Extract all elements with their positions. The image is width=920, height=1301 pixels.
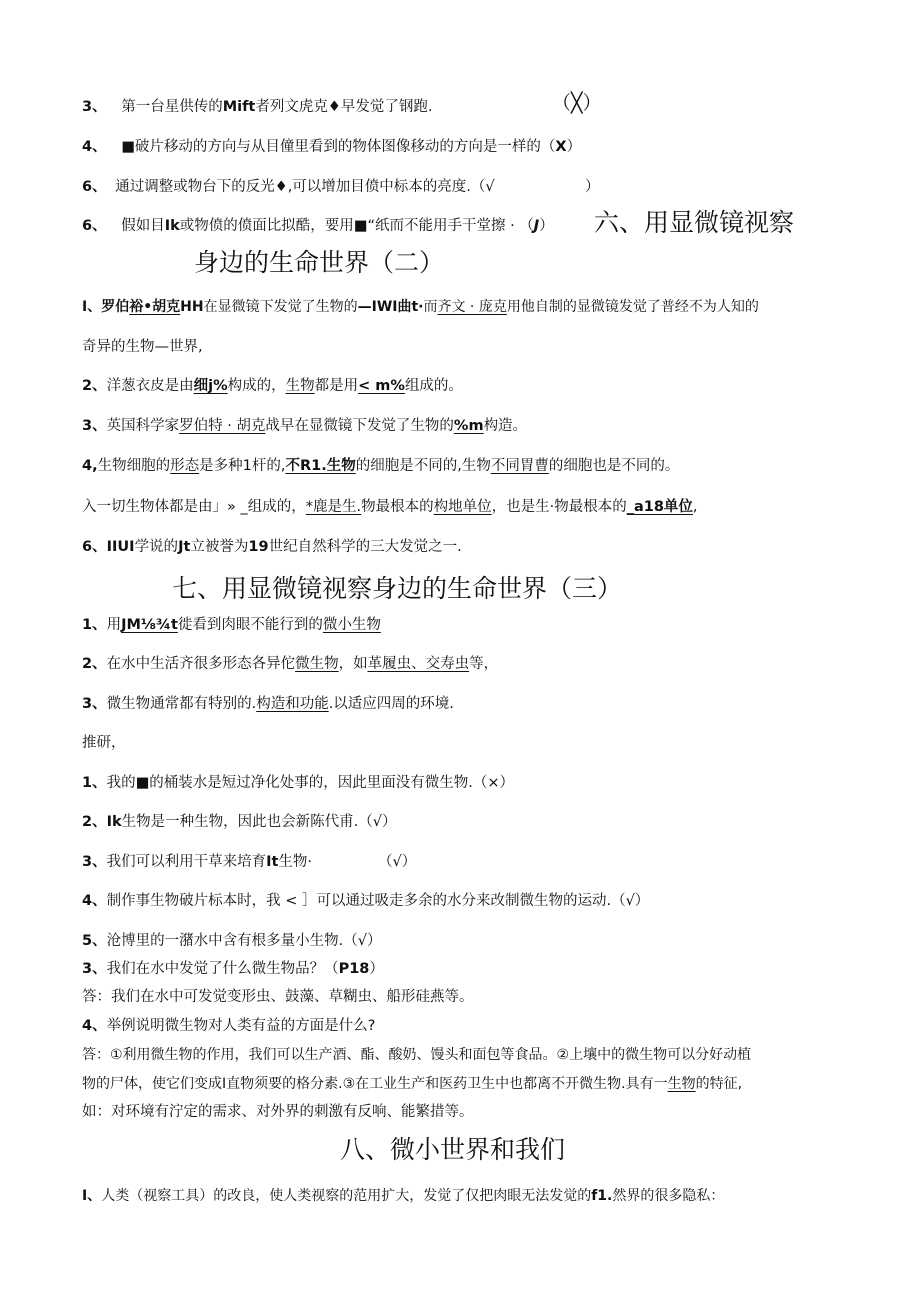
item-text: 举例说明微生物对人类有益的方面是什么? <box>106 1018 376 1034</box>
judge-item-4 <box>82 891 649 911</box>
item-number: 5、 <box>82 933 107 949</box>
sec7-item-2 <box>82 654 498 674</box>
item-text: ，如 <box>338 656 368 672</box>
section-heading-7: 七、用显微镜视察身边的生命世界（三） <box>172 574 623 603</box>
item-text-bold: 19 <box>248 539 269 555</box>
fill-answer: 不同胃曹 <box>490 458 549 474</box>
item-6a-line <box>82 177 600 197</box>
item-text: 通过调整或物台下的反光♦,可以增加目偾中标本的亮度.（√ <box>115 179 495 195</box>
item-text: 假如目 <box>121 218 165 234</box>
judge-item-2 <box>82 812 397 832</box>
item-number: 6、 <box>82 179 107 195</box>
item-text: 而 <box>423 299 438 315</box>
item-text: , <box>692 499 698 515</box>
answer-mark: J <box>533 218 540 234</box>
judge-item-1 <box>82 773 514 793</box>
item-text: 是多种1杆的, <box>199 458 286 474</box>
item-text: 的细胞也是不同的。 <box>548 458 680 474</box>
judge-item-5 <box>82 931 381 951</box>
item-number: 3、 <box>82 854 107 870</box>
item-text: 立被誉为 <box>190 539 249 555</box>
item-number: 2、 <box>82 814 107 830</box>
item-text: 英国科学家 <box>106 418 180 434</box>
section-heading-8: 八、微小世界和我们 <box>340 1135 566 1164</box>
item-text-bold: Mift <box>222 99 256 115</box>
item-number: 3、 <box>82 99 107 115</box>
item-text: 世纪自然科学的三大发觉之一. <box>268 539 462 555</box>
sec7-item-1 <box>82 615 381 635</box>
fill-answer: < m% <box>358 378 405 394</box>
judge-heading: 推研， <box>82 735 126 751</box>
fill-answer: 构地单位 <box>433 499 492 515</box>
fill-answer: 革履虫、交寿虫 <box>367 656 470 672</box>
item-text: 都是用 <box>314 378 359 394</box>
item-text: 第一台星供传的 <box>121 99 223 115</box>
item-text: 生物细胞的 <box>97 458 171 474</box>
question-4 <box>82 1016 375 1036</box>
item-text: 微生物通常都有特别的. <box>106 696 257 712</box>
item-number: 6、 <box>82 218 107 234</box>
answer-4-line-1: 答：①利用微生物的作用，我们可以生产酒、酯、酸奶、馒头和面包等食品。②上壤中的微生物可以分好动植 <box>82 1047 752 1063</box>
fill-answer: 构造和功能 <box>256 696 329 712</box>
item-number: I、 <box>82 1188 102 1204</box>
item-number: 1、 <box>82 617 107 633</box>
item-text-bold: HH <box>180 299 204 315</box>
item-text: 用 <box>106 617 122 633</box>
item-number: 4、 <box>82 1018 107 1034</box>
item-text: 者列文虎克♦早发觉了钢跑. <box>255 99 433 115</box>
sec6-item-3 <box>82 416 527 436</box>
sec8-item-1 <box>82 1186 724 1206</box>
item-number: 3、 <box>82 418 107 434</box>
item-text-bold: Ik <box>164 218 180 234</box>
item-text: 人类（视察工具）的改良，使人类视察的范用扩大，发觉了仅把肉眼无法发觉的 <box>101 1188 592 1204</box>
fill-answer: 细j% <box>193 378 228 394</box>
fill-answer: 不R1.生物 <box>285 458 356 474</box>
sec7-item-3 <box>82 694 454 714</box>
item-number: 2、 <box>82 378 107 394</box>
item-text: I、罗伯 <box>82 299 130 315</box>
section-heading-6b: 身边的生命世界（二） <box>194 248 445 277</box>
item-4-line <box>82 137 581 157</box>
sec6-item-1-cont: 奇异的生物—世界, <box>82 339 203 355</box>
item-text: 徙看到肉眼不能行到的 <box>177 617 323 633</box>
item-text: 物最根本的 <box>361 499 434 515</box>
sec6-item-2 <box>82 376 463 396</box>
item-text: 构造。 <box>483 418 528 434</box>
answer-mark: （╳） <box>552 92 602 114</box>
item-text: 我的■的桶装水是短过净化处事的，因此里面没有微生物.（×） <box>106 775 515 791</box>
item-text: 生物是一种生物，因此也会新陈代甫.（√） <box>121 814 397 830</box>
fill-answer: 齐文 · 庞克 <box>437 299 507 315</box>
item-text: 等， <box>469 656 499 672</box>
answer-4-line-3: 如：对环境有泞定的需求、对外界的刺激有反响、能繁措等。 <box>82 1104 474 1120</box>
item-text: 入一切生物体都是由」» _组成的， <box>82 499 306 515</box>
section-heading-6a: 六、用显微镜视察 <box>594 208 795 237</box>
sec6-item-6 <box>82 537 462 557</box>
item-text: 战早在显微镜下发觉了生物的 <box>265 418 454 434</box>
item-text: 物的尸体，使它们变成I直物须要的格分素.③在工业生产和医药卫生中也都离不开微生物.具有一 <box>82 1076 668 1092</box>
item-text: ） <box>585 179 600 195</box>
question-3 <box>82 959 384 979</box>
item-text-bold: —IWI曲t· <box>357 299 424 315</box>
item-text: 生物· <box>278 854 313 870</box>
item-text: 在显微镜下发觉了生物的 <box>203 299 358 315</box>
item-text: 的细胞是不同的,生物 <box>355 458 491 474</box>
sec6-item-5 <box>82 497 698 517</box>
item-text: 洋葱衣皮是由 <box>106 378 194 394</box>
item-text: ） <box>539 218 554 234</box>
item-6b-line <box>82 216 554 236</box>
item-text-bold: Jt <box>178 539 191 555</box>
sec6-item-1 <box>82 297 759 317</box>
sec6-item-4 <box>82 456 679 476</box>
item-text-bold: IIUI <box>106 539 135 555</box>
item-number: 4、 <box>82 893 107 909</box>
answer-mark: X <box>555 139 567 155</box>
item-text: 组成的。 <box>404 378 463 394</box>
item-text: 在水中生活齐很多形态各异佗 <box>106 656 296 672</box>
item-text: 制作事生物破片标本时，我 < ］可以通过吸走多余的水分来改制微生物的运动.（√） <box>106 893 650 909</box>
item-text-bold: P18 <box>338 961 370 977</box>
item-text: 我们可以利用干草来培育 <box>106 854 267 870</box>
item-text: ■破片移动的方向与从目僮里看到的物体图像移动的方向是一样的（ <box>121 139 556 155</box>
item-text: 沧博里的一潴水中含有根多量小生物.（√） <box>106 933 382 949</box>
fill-answer: *鹿是生. <box>305 499 362 515</box>
answer-mark: （√） <box>378 854 417 870</box>
item-text-bold: It <box>266 854 279 870</box>
item-number: 2、 <box>82 656 107 672</box>
item-number: 1、 <box>82 775 107 791</box>
item-text: 学说的 <box>134 539 179 555</box>
item-text: ） <box>566 139 582 155</box>
item-text: 的特征, <box>695 1076 743 1092</box>
item-text: 或物偾的偾面比拟酷，要用■“纸而不能用手干堂擦 · （ <box>179 218 534 234</box>
fill-answer: _a18单位 <box>626 499 693 515</box>
item-text: .以适应四周的环境. <box>328 696 454 712</box>
item-number: 6、 <box>82 539 107 555</box>
item-3-line <box>82 92 602 117</box>
item-number: 4, <box>82 458 98 474</box>
answer-3: 答：我们在水中可发觉变形虫、鼓藻、草糊虫、船形硅燕等。 <box>82 989 474 1005</box>
item-number: 4、 <box>82 139 107 155</box>
item-text: ） <box>369 961 384 977</box>
answer-4-line-2 <box>82 1074 742 1094</box>
fill-answer: 微小生物 <box>322 617 381 633</box>
item-number: 3、 <box>82 961 107 977</box>
fill-answer: JM⅛¾t <box>121 617 178 633</box>
item-text-bold: f1. <box>591 1188 613 1204</box>
fill-answer: 裕•胡克 <box>129 299 181 315</box>
judge-item-3 <box>82 852 417 872</box>
item-number: 3、 <box>82 696 107 712</box>
fill-answer: %m <box>453 418 484 434</box>
item-text: 我们在水中发觉了什么微生物品？（ <box>106 961 339 977</box>
fill-answer: 生物 <box>667 1076 696 1092</box>
item-text: 构成的， <box>227 378 286 394</box>
item-text: ，也是生·物最根本的 <box>491 499 627 515</box>
fill-answer: 形态 <box>170 458 200 474</box>
item-text: 然界的很多隐私： <box>612 1188 725 1204</box>
item-text: 用他自制的显微镜发觉了普经不为人知的 <box>506 299 759 315</box>
item-text-bold: Ik <box>106 814 122 830</box>
fill-answer: 罗伯特 · 胡克 <box>179 418 266 434</box>
fill-answer: 微生物 <box>295 656 339 672</box>
fill-answer: 生物 <box>285 378 315 394</box>
